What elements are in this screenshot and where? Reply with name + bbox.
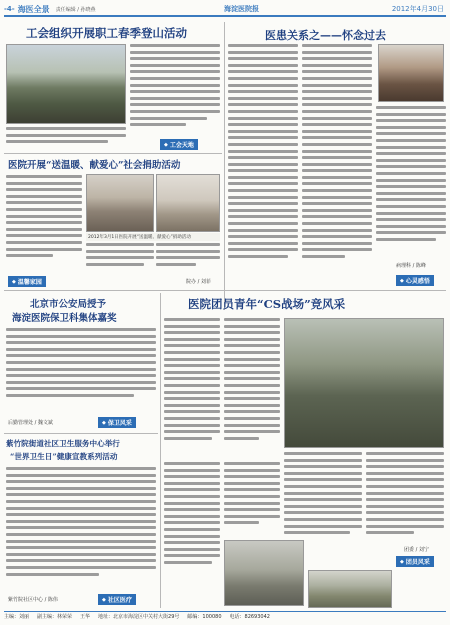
footer-president: 主编：刘丽 (4, 614, 30, 620)
page-footer (4, 611, 446, 621)
section-tag-label: 温馨家园 (17, 279, 42, 286)
section-tag-youth (396, 556, 434, 567)
photo-cs-field (224, 540, 304, 606)
headline-youth-cs: 医院团员青年“CS战场”竞风采 (188, 297, 346, 311)
article-body (164, 318, 220, 458)
article-body (224, 462, 280, 537)
footer-postcode: 邮编：100080 (187, 614, 222, 620)
footer-phone: 电话：82693042 (229, 614, 270, 620)
tag-bullet-icon: ◆ (164, 141, 168, 148)
headline-community-line2: “世界卫生日”健康宣教系列活动 (10, 452, 118, 461)
author-portrait (378, 44, 444, 102)
section-name: 海医全景 (17, 4, 50, 14)
photo-mountain-hike (6, 44, 126, 124)
section-tag-union (160, 139, 198, 150)
tag-bullet-icon: ◆ (102, 419, 106, 426)
article-body (130, 44, 220, 134)
footer-address: 地址：北京市海淀区中关村大街29号 (98, 614, 180, 620)
article-body (366, 452, 444, 544)
editor-line: 责任编辑 / 孙晓燕 (55, 6, 96, 13)
paper-name: 海淀医院报 (224, 5, 259, 13)
article-body (376, 106, 446, 256)
page-number: -4- (4, 5, 15, 13)
article-body (224, 318, 280, 458)
byline-warm-service: 院办 / 刘菲 (186, 279, 211, 285)
section-tag-community (98, 594, 136, 605)
headline-police-line1: 北京市公安局授予 (30, 299, 107, 310)
article-body (86, 243, 154, 273)
section-tag-label: 团员风采 (405, 559, 430, 566)
article-body (6, 127, 126, 149)
photo-donation-meeting (86, 174, 154, 232)
photo-cs-team (284, 318, 444, 448)
article-body (228, 44, 298, 284)
article-body (284, 452, 362, 544)
article-body (156, 243, 220, 273)
section-tag-soul (396, 275, 434, 286)
section-tag-label: 社区医疗 (107, 597, 132, 604)
photo-donation-room (156, 174, 220, 232)
tag-bullet-icon: ◆ (400, 277, 404, 284)
byline-police: 后勤管理处 / 魏文斌 (8, 420, 53, 426)
footer-editor: 王华 (80, 614, 91, 620)
byline-retire-memory: 病理科 / 陈峰 (396, 263, 426, 269)
headline-police-line2: 海淀医院保卫科集体嘉奖 (12, 313, 117, 324)
byline-youth-cs: 团委 / 刘宁 (404, 547, 429, 553)
photo-caption-donation: 2012年3月1日医院开展“送温暖、献爱心”捐助活动 (86, 233, 220, 241)
column-rule (4, 153, 222, 154)
section-tag-label: 工会天地 (169, 142, 194, 149)
headline-warm-service: 医院开展“送温暖、献爱心”社会捐助活动 (8, 160, 181, 171)
article-body (6, 328, 156, 410)
column-rule (160, 293, 161, 608)
section-tag-label: 保卫风采 (107, 420, 132, 427)
section-tag-label: 心灵感悟 (405, 278, 430, 285)
article-body (164, 462, 220, 582)
tag-bullet-icon: ◆ (102, 596, 106, 603)
section-tag-security (98, 417, 136, 428)
column-rule (4, 433, 158, 434)
photo-cs-walk (308, 570, 392, 608)
tag-bullet-icon: ◆ (12, 278, 16, 285)
tag-bullet-icon: ◆ (400, 558, 404, 565)
article-body (6, 175, 82, 265)
article-body (6, 467, 156, 587)
masthead (4, 3, 446, 17)
headline-retire-memory: 医患关系之——怀念过去 (265, 29, 386, 42)
byline-community: 紫竹院社区中心 / 陈伟 (8, 597, 58, 603)
footer-vice-editor: 副主编：林荣荣 (37, 614, 73, 620)
article-body (302, 44, 372, 284)
section-tag-warm (8, 276, 46, 287)
column-rule (4, 290, 446, 291)
headline-community-line1: 紫竹院街道社区卫生服务中心举行 (6, 439, 120, 448)
issue-date: 2012年4月30日 (391, 5, 444, 13)
column-rule (224, 22, 225, 310)
headline-union-hike: 工会组织开展职工春季登山活动 (26, 26, 187, 40)
